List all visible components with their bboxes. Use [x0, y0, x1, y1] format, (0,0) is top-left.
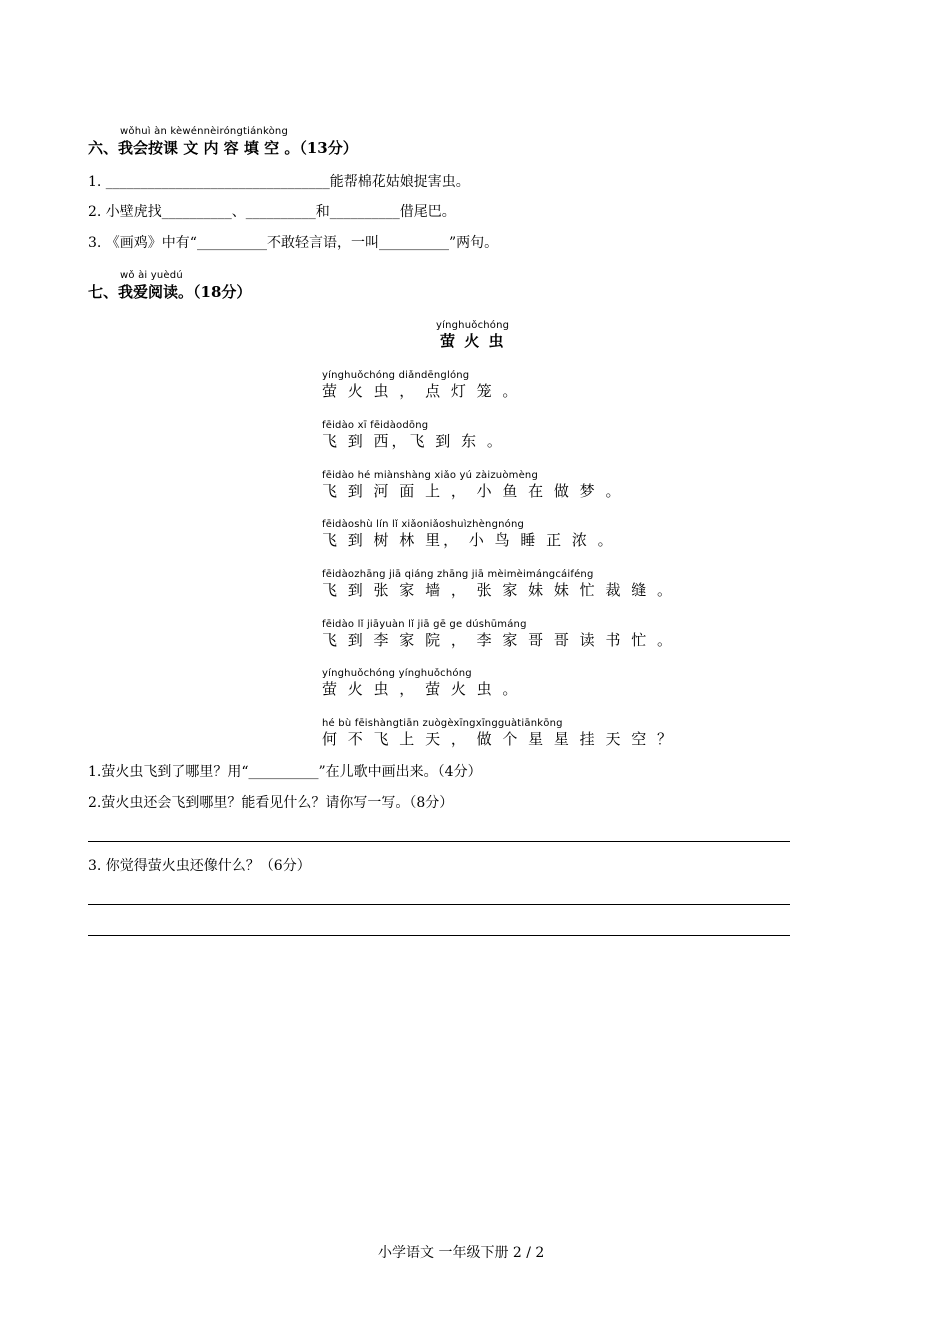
poem-title-pinyin: yínghuǒchóng	[436, 320, 510, 331]
sec7-heading: 七、我爱阅读。（18分）	[88, 283, 252, 301]
poem-line-2-pinyin: fēidào xī fēidàodōng	[322, 420, 429, 431]
poem-line-6: 飞 到 李 家 院 ， 李 家 哥 哥 读 书 忙 。	[322, 631, 675, 649]
sec6-heading: 六、我会按课 文 内 容 填 空 。（13分）	[88, 139, 358, 157]
poem-line-1-pinyin: yínghuǒchóng diǎndēnglóng	[322, 370, 470, 381]
sec6-question-1: 1. ________________________________能帮棉花姑娘捉害虫。	[88, 174, 470, 190]
poem-line-2: 飞 到 西，飞 到 东 。	[322, 432, 505, 450]
sec6-question-2: 2. 小壁虎找__________、__________和__________借尾巴。	[88, 204, 456, 220]
poem-line-5-pinyin: fēidàozhāng jiā qiáng zhāng jiā mèimèimángcáiféng	[322, 569, 594, 580]
answer-line	[88, 904, 790, 905]
poem-line-5: 飞 到 张 家 墙 ， 张 家 妹 妹 忙 裁 缝 。	[322, 581, 675, 599]
sec7-pinyin: wǒ ài yuèdú	[120, 270, 183, 281]
sec6-pinyin: wǒhuì àn kèwénnèiróngtiánkòng	[120, 126, 288, 137]
poem-line-3-pinyin: fēidào hé miànshàng xiǎo yú zàizuòmèng	[322, 470, 539, 481]
sec6-question-3: 3. 《画鸡》中有“__________不敢轻言语，一叫__________”两句。	[88, 235, 499, 251]
reading-question-1: 1.萤火虫飞到了哪里？用“__________”在儿歌中画出来。（4分）	[88, 764, 482, 780]
poem-line-1: 萤 火 虫 ， 点 灯 笼 。	[322, 382, 521, 400]
poem-line-8: 何 不 飞 上 天 ， 做 个 星 星 挂 天 空 ？	[322, 730, 675, 748]
poem-title: 萤 火 虫	[440, 332, 506, 350]
poem-line-8-pinyin: hé bù fēishàngtiān zuògèxīngxīngguàtiānkōng	[322, 718, 563, 729]
poem-line-3: 飞 到 河 面 上 ， 小 鱼 在 做 梦 。	[322, 482, 624, 500]
page-footer: 小学语文 一年级下册 2 / 2	[378, 1245, 545, 1261]
answer-line	[88, 935, 790, 936]
poem-line-7-pinyin: yínghuǒchóng yínghuǒchóng	[322, 668, 472, 679]
poem-line-4-pinyin: fēidàoshù lín lǐ xiǎoniǎoshuìzhèngnóng	[322, 519, 525, 530]
poem-line-7: 萤 火 虫 ， 萤 火 虫 。	[322, 680, 521, 698]
answer-line	[88, 841, 790, 842]
poem-line-6-pinyin: fēidào lǐ jiāyuàn lǐ jiā gē ge dúshūmáng	[322, 619, 527, 630]
reading-question-3: 3. 你觉得萤火虫还像什么？（6分）	[88, 858, 311, 874]
reading-question-2: 2.萤火虫还会飞到哪里？能看见什么？请你写一写。（8分）	[88, 795, 454, 811]
poem-line-4: 飞 到 树 林 里， 小 鸟 睡 正 浓 。	[322, 531, 616, 549]
